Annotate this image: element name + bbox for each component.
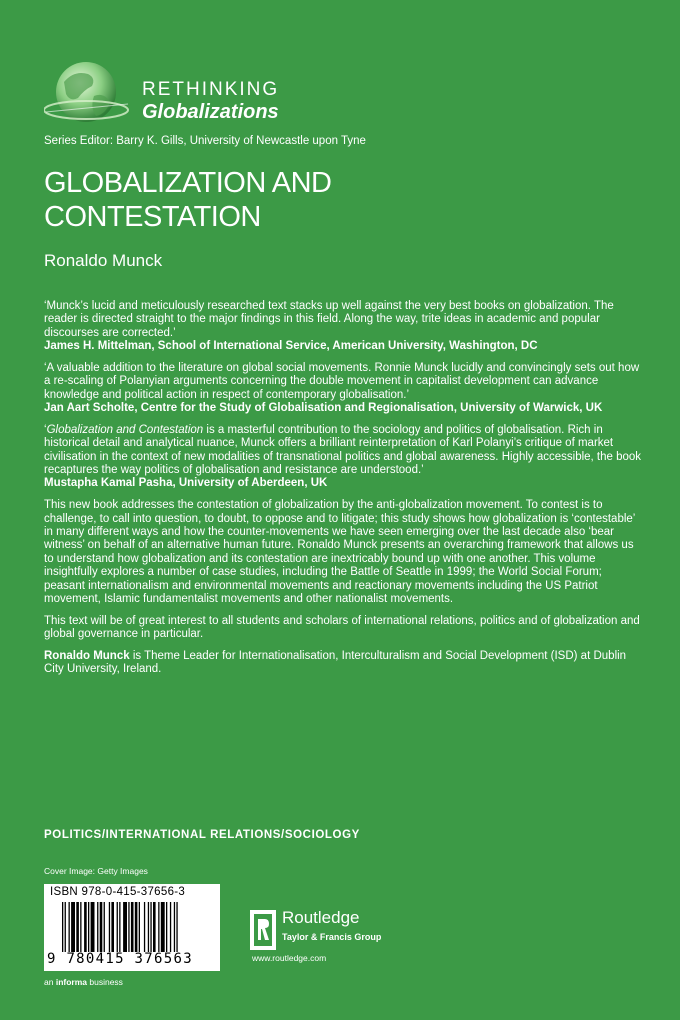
barcode-bar: [166, 902, 167, 952]
barcode-bar: [69, 902, 70, 952]
barcode-bar: [135, 902, 138, 952]
barcode-bar: [139, 902, 140, 952]
barcode-bar: [117, 902, 118, 952]
endorsement-quote-open: ‘: [44, 423, 47, 436]
author-bio-name: Ronaldo Munck: [44, 649, 130, 662]
barcode-bar: [174, 902, 175, 952]
barcode-bar: [111, 902, 114, 952]
endorsement: [44, 300, 644, 354]
series-title-rethinking: RETHINKING: [142, 79, 280, 100]
barcode-bar: [80, 902, 81, 952]
publisher-name: Routledge: [282, 908, 360, 927]
publisher-website: www.routledge.com: [252, 953, 327, 963]
barcode-bar: [62, 902, 63, 952]
barcode-bar: [161, 902, 165, 952]
barcode-bar: [104, 902, 105, 952]
barcode-bar: [170, 902, 171, 952]
barcode-icon: [62, 902, 212, 952]
cover-credit: Cover Image: Getty Images: [44, 866, 148, 876]
series-editor: Series Editor: Barry K. Gills, University of Newcastle upon Tyne: [44, 135, 366, 147]
barcode-bar: [176, 902, 177, 952]
book-title-line1: GLOBALIZATION AND: [44, 167, 332, 199]
endorsement-attribution: Jan Aart Scholte, Centre for the Study of Globalisation and Regionalisation, University of Warwick, UK: [44, 402, 603, 415]
informa-prefix: an: [44, 977, 54, 987]
barcode-bar: [144, 902, 145, 952]
informa-suffix: business: [87, 977, 123, 987]
barcode-bar: [88, 902, 89, 952]
barcode-bar: [131, 902, 134, 952]
ean-number: 9 780415 376563: [47, 951, 193, 967]
barcode-bar: [119, 902, 120, 952]
barcode-bar: [71, 902, 75, 952]
audience-statement: This text will be of great interest to all students and scholars of international relations, politics and of globalization and global governance in particular.: [44, 614, 640, 641]
author-bio: [44, 650, 644, 677]
barcode-panel: [44, 884, 220, 971]
book-title-line2: CONTESTATION: [44, 201, 261, 233]
barcode-bar: [148, 902, 149, 952]
book-author: Ronaldo Munck: [44, 251, 163, 270]
barcode-bar: [128, 902, 129, 952]
endorsement-attribution: James H. Mittelman, School of International Service, American University, Washington, DC: [44, 340, 538, 353]
barcode-bar: [76, 902, 79, 952]
blurb-body: [44, 300, 644, 685]
author-bio-text: is Theme Leader for Internationalisation, Interculturalism and Social Development (ISD) at Dublin City University, Ireland.: [44, 649, 627, 676]
endorsement-quote: is a masterful contribution to the sociology and politics of globalisation. Rich in historical detail and analytical nuance, Munck offers a brilliant reinterpretation of Karl Polanyi’s critique of market civilisation in the context of new modalities of transnational politics and global awareness. Highly accessible, the book recaptures the way politics of globalisation and resistance are understood.’: [44, 423, 642, 477]
routledge-logo-icon: [250, 910, 276, 950]
barcode-bar: [100, 902, 103, 952]
informa-brand: informa: [55, 977, 88, 987]
barcode-bar: [84, 902, 87, 952]
endorsement: [44, 424, 644, 491]
barcode-bar: [153, 902, 156, 952]
barcode-bar: [158, 902, 159, 952]
book-title: [44, 166, 331, 234]
endorsement-attribution: Mustapha Kamal Pasha, University of Aberdeen, UK: [44, 477, 328, 490]
barcode-bar: [65, 902, 66, 952]
series-title-globalizations: Globalizations: [142, 101, 279, 123]
barcode-bar: [123, 902, 127, 952]
endorsement: [44, 362, 644, 416]
subject-categories: POLITICS/INTERNATIONAL RELATIONS/SOCIOLOGY: [44, 829, 360, 841]
informa-business: [44, 977, 123, 987]
book-description: This new book addresses the contestation of globalization by the anti-globalization movement. To contest is to challenge, to call into question, to doubt, to oppose and to litigate; this study shows how globalization is ‘contestable’ in many different ways and how the counter-movements we have seen emerging over the last decade also ‘bear witness’ on behalf of an alternative human future. Ronaldo Munck presents an overarching framework that allows us to understand how globalization and its contestation are inextricably bound up with one another. This volume insightfully explores a number of case studies, including the Battle of Seattle in 1999; the World Social Forum; peasant internationalism and environmental movements and reactionary movements including the US Patriot movement, Islamic fundamentalist movements and other nationalist movements.: [44, 499, 635, 606]
barcode-bar: [97, 902, 98, 952]
isbn-label: ISBN 978-0-415-37656-3: [50, 886, 186, 898]
publisher-block: [250, 910, 410, 966]
publisher-group: Taylor & Francis Group: [282, 932, 382, 942]
endorsement-quote: ‘A valuable addition to the literature on global social movements. Ronnie Munck lucidly and convincingly sets out how a re-scaling of Polanyian arguments concerning the double movement in capitalist development can advance knowledge and political action in respect of contemporary globalisation.’: [44, 361, 640, 401]
series-header: [44, 52, 644, 152]
barcode-bar: [150, 902, 151, 952]
endorsement-quote: ‘Munck’s lucid and meticulously researched text stacks up well against the very best books on globalization. The reader is directed straight to the major findings in this field. Along the way, trite ideas in academic and popular discourses are corrected.’: [44, 300, 614, 339]
globe-logo-icon: [44, 52, 134, 136]
barcode-bar: [91, 902, 95, 952]
endorsement-quote-book-title: Globalization and Contestation: [46, 423, 204, 436]
barcode-bar: [109, 902, 110, 952]
